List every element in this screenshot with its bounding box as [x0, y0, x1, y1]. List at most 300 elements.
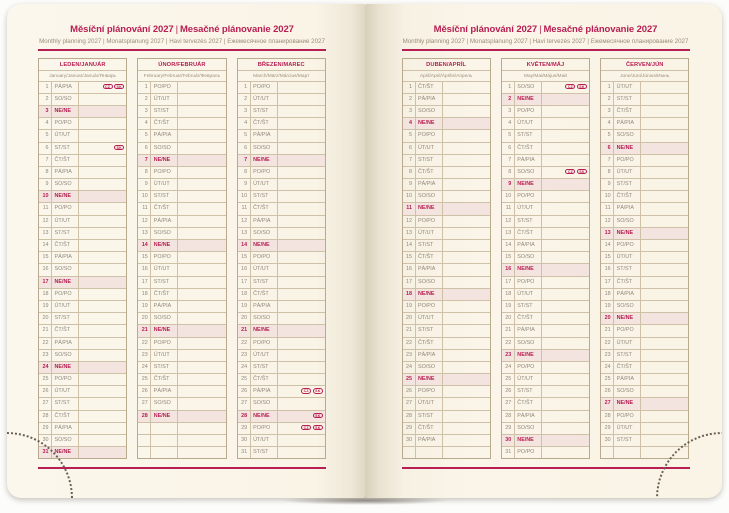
day-abbrev: ÚT/UT — [614, 252, 641, 263]
day-number: 26 — [403, 386, 416, 397]
notes-cell — [542, 240, 589, 251]
day-abbrev: SO/SO — [614, 216, 641, 227]
notes-cell — [641, 155, 688, 166]
day-abbrev: PÁ/PIA — [151, 216, 178, 227]
day-abbrev: PO/PO — [151, 338, 178, 349]
day-abbrev: NE/NE — [151, 325, 178, 336]
day-number: 8 — [138, 167, 151, 178]
day-number: 6 — [238, 143, 251, 154]
notes-cell — [542, 191, 589, 202]
day-abbrev: PÁ/PIA — [251, 216, 278, 227]
month-name: DUBEN/APRÍL — [426, 61, 467, 68]
notes-cell — [641, 216, 688, 227]
day-abbrev: ČT/ŠT — [151, 203, 178, 214]
day-number: 25 — [403, 374, 416, 385]
notes-cell — [178, 82, 225, 93]
day-number: 28 — [238, 411, 251, 422]
notes-cell — [641, 179, 688, 190]
notes-cell — [443, 203, 490, 214]
notes-cell — [641, 203, 688, 214]
notes-cell — [443, 106, 490, 117]
day-abbrev: ČT/ŠT — [614, 191, 641, 202]
day-abbrev: PÁ/PIA — [416, 94, 443, 105]
day-row — [601, 410, 688, 422]
day-row — [403, 117, 490, 129]
day-row — [39, 129, 126, 141]
day-abbrev: NE/NE — [416, 374, 443, 385]
notes-cell — [278, 338, 325, 349]
notes-cell — [178, 313, 225, 324]
day-row — [403, 239, 490, 251]
day-row — [238, 227, 325, 239]
header-rule — [38, 49, 326, 51]
holiday-badge-sk: SK — [313, 425, 323, 430]
day-row — [138, 251, 225, 263]
day-row — [138, 154, 225, 166]
notes-cell — [542, 289, 589, 300]
day-number: 12 — [138, 216, 151, 227]
notes-cell — [278, 301, 325, 312]
day-abbrev: PÁ/PIA — [151, 386, 178, 397]
notes-cell — [79, 106, 126, 117]
notes-cell — [542, 94, 589, 105]
day-abbrev: NE/NE — [515, 264, 542, 275]
notes-cell — [443, 325, 490, 336]
notes-cell — [641, 386, 688, 397]
day-row — [403, 312, 490, 324]
notes-cell — [278, 313, 325, 324]
day-abbrev: PO/PO — [515, 447, 542, 458]
day-abbrev: ÚT/UT — [52, 130, 79, 141]
notes-cell — [443, 216, 490, 227]
day-number: 19 — [238, 301, 251, 312]
day-number: 12 — [502, 216, 515, 227]
page-left-content — [38, 4, 326, 469]
notes-cell — [542, 398, 589, 409]
notes-cell — [178, 350, 225, 361]
day-abbrev: ÚT/UT — [52, 216, 79, 227]
day-number: 5 — [502, 130, 515, 141]
day-abbrev — [614, 447, 641, 458]
day-abbrev: PÁ/PIA — [416, 179, 443, 190]
notes-cell — [443, 398, 490, 409]
day-row — [238, 373, 325, 385]
day-number: 14 — [601, 240, 614, 251]
day-number: 8 — [601, 167, 614, 178]
notes-cell — [542, 374, 589, 385]
day-number: 2 — [238, 94, 251, 105]
day-number: 25 — [238, 374, 251, 385]
day-number: 13 — [238, 228, 251, 239]
day-number: 1 — [238, 82, 251, 93]
day-row — [39, 190, 126, 202]
day-number: 29 — [502, 423, 515, 434]
day-number: 12 — [39, 216, 52, 227]
day-row — [39, 434, 126, 446]
notes-cell — [542, 106, 589, 117]
day-abbrev: ČT/ŠT — [251, 289, 278, 300]
day-number: 12 — [601, 216, 614, 227]
day-abbrev: NE/NE — [515, 179, 542, 190]
day-abbrev: ÚT/UT — [251, 94, 278, 105]
day-number: 8 — [403, 167, 416, 178]
day-number: 10 — [601, 191, 614, 202]
day-number: 15 — [238, 252, 251, 263]
day-row — [403, 397, 490, 409]
day-number: 24 — [138, 362, 151, 373]
day-row — [502, 129, 589, 141]
day-row — [502, 349, 589, 361]
day-number — [138, 423, 151, 434]
day-abbrev: ÚT/UT — [614, 338, 641, 349]
day-abbrev: ST/ST — [614, 179, 641, 190]
day-row — [138, 300, 225, 312]
day-number: 30 — [403, 435, 416, 446]
day-row — [39, 239, 126, 251]
day-number: 1 — [403, 82, 416, 93]
notes-cell — [178, 423, 225, 434]
page-subtitle: Monthly planning 2027 | Monatsplanung 2027 | Havi tervezés 2027 | Ежемесячное планирование 2027 — [402, 38, 689, 45]
day-abbrev: ÚT/UT — [416, 313, 443, 324]
day-row — [601, 300, 688, 312]
day-number: 1 — [601, 82, 614, 93]
day-number: 7 — [601, 155, 614, 166]
day-abbrev: SO/SO — [52, 264, 79, 275]
day-row — [502, 300, 589, 312]
day-row — [39, 166, 126, 178]
day-number: 28 — [138, 411, 151, 422]
notes-cell — [79, 94, 126, 105]
day-number: 5 — [39, 130, 52, 141]
day-abbrev: ÚT/UT — [614, 82, 641, 93]
day-number: 13 — [39, 228, 52, 239]
notes-cell — [178, 325, 225, 336]
day-abbrev: PO/PO — [251, 82, 278, 93]
day-row — [403, 154, 490, 166]
day-abbrev: ÚT/UT — [151, 264, 178, 275]
notes-cell — [278, 216, 325, 227]
notes-cell — [79, 179, 126, 190]
day-number: 9 — [502, 179, 515, 190]
day-row — [138, 202, 225, 214]
day-row — [502, 337, 589, 349]
day-number: 3 — [138, 106, 151, 117]
day-abbrev: PO/PO — [251, 252, 278, 263]
notes-cell — [79, 313, 126, 324]
day-abbrev: NE/NE — [614, 228, 641, 239]
day-abbrev: ČT/ŠT — [614, 106, 641, 117]
day-number: 22 — [403, 338, 416, 349]
notes-cell — [178, 264, 225, 275]
day-row — [39, 410, 126, 422]
notes-cell — [178, 277, 225, 288]
day-row — [502, 105, 589, 117]
notes-cell — [79, 338, 126, 349]
day-abbrev: PO/PO — [251, 167, 278, 178]
day-row — [238, 312, 325, 324]
day-row — [601, 349, 688, 361]
day-abbrev: NE/NE — [416, 203, 443, 214]
day-abbrev: ST/ST — [52, 228, 79, 239]
notes-cell — [641, 167, 688, 178]
notes-cell — [542, 277, 589, 288]
day-abbrev: NE/NE — [251, 155, 278, 166]
day-abbrev: PO/PO — [416, 301, 443, 312]
notes-cell — [278, 203, 325, 214]
notes-cell — [443, 240, 490, 251]
notes-cell — [278, 82, 325, 93]
day-number — [138, 447, 151, 458]
notes-cell — [79, 289, 126, 300]
day-row — [403, 410, 490, 422]
day-abbrev: ST/ST — [251, 447, 278, 458]
day-row — [601, 276, 688, 288]
day-number: 7 — [238, 155, 251, 166]
month-name: KVĚTEN/MÁJ — [526, 61, 565, 68]
notes-cell — [79, 240, 126, 251]
day-row — [601, 117, 688, 129]
notes-cell — [178, 216, 225, 227]
notes-cell — [542, 155, 589, 166]
notes-cell — [542, 338, 589, 349]
holiday-badge-sk: SK — [577, 84, 587, 89]
day-row — [502, 117, 589, 129]
day-abbrev: NE/NE — [52, 277, 79, 288]
day-abbrev: NE/NE — [515, 435, 542, 446]
day-number: 16 — [502, 264, 515, 275]
month-name-intl: June/Juni/Június/Июнь — [601, 70, 688, 81]
day-abbrev — [151, 423, 178, 434]
day-row — [39, 288, 126, 300]
holiday-badge-sk: SK — [577, 169, 587, 174]
day-abbrev: PÁ/PIA — [52, 167, 79, 178]
notes-cell — [178, 289, 225, 300]
day-number: 27 — [502, 398, 515, 409]
day-number: 21 — [138, 325, 151, 336]
day-abbrev: PÁ/PIA — [52, 423, 79, 434]
notes-cell — [641, 374, 688, 385]
day-abbrev: ÚT/UT — [52, 301, 79, 312]
notes-cell — [278, 240, 325, 251]
notes-cell — [178, 179, 225, 190]
day-row — [39, 215, 126, 227]
months-grid-left — [38, 58, 326, 460]
day-row — [502, 288, 589, 300]
day-number: 28 — [502, 411, 515, 422]
day-number: 17 — [403, 277, 416, 288]
day-abbrev: SO/SO — [515, 167, 542, 178]
day-row — [138, 166, 225, 178]
day-row — [39, 263, 126, 275]
day-abbrev: PO/PO — [151, 252, 178, 263]
notes-cell — [542, 216, 589, 227]
day-row — [403, 190, 490, 202]
day-number: 2 — [403, 94, 416, 105]
day-number: 3 — [238, 106, 251, 117]
notes-cell — [278, 423, 325, 434]
day-number: 4 — [502, 118, 515, 129]
day-number: 27 — [39, 398, 52, 409]
day-number: 20 — [601, 313, 614, 324]
day-abbrev: ČT/ŠT — [515, 313, 542, 324]
day-number: 4 — [39, 118, 52, 129]
notes-cell — [178, 203, 225, 214]
day-number: 22 — [39, 338, 52, 349]
day-row — [138, 361, 225, 373]
notes-cell — [79, 264, 126, 275]
day-abbrev: PÁ/PIA — [515, 411, 542, 422]
day-row — [138, 276, 225, 288]
day-abbrev: SO/SO — [52, 94, 79, 105]
day-number: 6 — [601, 143, 614, 154]
notes-cell — [542, 362, 589, 373]
day-number: 24 — [39, 362, 52, 373]
day-abbrev: PO/PO — [614, 411, 641, 422]
day-abbrev: SO/SO — [251, 398, 278, 409]
day-row — [502, 178, 589, 190]
day-number: 1 — [138, 82, 151, 93]
title-separator: | — [539, 24, 542, 35]
day-number: 21 — [502, 325, 515, 336]
day-abbrev: SO/SO — [151, 398, 178, 409]
day-number: 17 — [502, 277, 515, 288]
notes-cell — [278, 447, 325, 458]
notes-cell — [443, 374, 490, 385]
day-number: 27 — [238, 398, 251, 409]
day-abbrev: ČT/ŠT — [515, 398, 542, 409]
day-abbrev — [416, 447, 443, 458]
day-row — [403, 373, 490, 385]
day-abbrev: ST/ST — [151, 277, 178, 288]
day-number — [403, 447, 416, 458]
day-row — [238, 117, 325, 129]
notes-cell — [443, 362, 490, 373]
day-row — [502, 202, 589, 214]
day-number: 23 — [238, 350, 251, 361]
day-row — [502, 166, 589, 178]
month-column-may — [501, 58, 590, 460]
day-abbrev: NE/NE — [416, 118, 443, 129]
day-row — [403, 142, 490, 154]
day-abbrev: ČT/ŠT — [52, 155, 79, 166]
notes-cell — [641, 411, 688, 422]
notes-cell — [641, 264, 688, 275]
day-abbrev: ST/ST — [614, 350, 641, 361]
notes-cell — [178, 118, 225, 129]
notes-cell — [178, 252, 225, 263]
day-row — [138, 239, 225, 251]
day-row — [138, 190, 225, 202]
day-row — [502, 227, 589, 239]
notes-cell — [178, 240, 225, 251]
day-abbrev: PO/PO — [416, 216, 443, 227]
day-row — [601, 251, 688, 263]
notes-cell — [79, 325, 126, 336]
day-row — [601, 397, 688, 409]
title-czech: Měsíční plánování 2027 — [433, 24, 538, 35]
day-number: 13 — [601, 228, 614, 239]
day-number: 15 — [138, 252, 151, 263]
notes-cell — [641, 423, 688, 434]
notes-cell — [641, 228, 688, 239]
notes-cell — [443, 155, 490, 166]
day-row — [502, 81, 589, 93]
day-number: 15 — [601, 252, 614, 263]
day-row — [238, 300, 325, 312]
day-abbrev: ÚT/UT — [614, 167, 641, 178]
notes-cell — [278, 386, 325, 397]
day-abbrev: ČT/ŠT — [251, 203, 278, 214]
day-number: 14 — [138, 240, 151, 251]
day-row — [403, 129, 490, 141]
day-number: 8 — [238, 167, 251, 178]
notes-cell — [542, 167, 589, 178]
day-row — [238, 434, 325, 446]
notes-cell — [443, 423, 490, 434]
notes-cell — [542, 82, 589, 93]
day-abbrev: ST/ST — [151, 362, 178, 373]
day-abbrev: SO/SO — [416, 277, 443, 288]
day-row — [601, 263, 688, 275]
page-right — [365, 4, 723, 498]
notes-cell — [79, 447, 126, 458]
day-row — [39, 276, 126, 288]
day-row — [601, 239, 688, 251]
day-number: 28 — [39, 411, 52, 422]
day-abbrev: PO/PO — [416, 130, 443, 141]
notes-cell — [278, 191, 325, 202]
day-abbrev: PO/PO — [151, 167, 178, 178]
day-abbrev — [151, 447, 178, 458]
notes-cell — [641, 277, 688, 288]
day-number: 26 — [502, 386, 515, 397]
day-abbrev: SO/SO — [515, 338, 542, 349]
day-number: 19 — [601, 301, 614, 312]
blank-row — [138, 422, 225, 434]
title-separator: | — [175, 24, 178, 35]
day-abbrev: NE/NE — [151, 411, 178, 422]
day-number: 30 — [238, 435, 251, 446]
day-number: 25 — [601, 374, 614, 385]
day-row — [238, 422, 325, 434]
day-number: 12 — [238, 216, 251, 227]
day-row — [138, 263, 225, 275]
day-row — [138, 93, 225, 105]
day-number: 6 — [39, 143, 52, 154]
day-row — [238, 178, 325, 190]
day-abbrev: NE/NE — [52, 447, 79, 458]
notes-cell — [79, 167, 126, 178]
day-row — [138, 312, 225, 324]
notes-cell — [79, 203, 126, 214]
day-abbrev: ST/ST — [515, 301, 542, 312]
day-abbrev: PO/PO — [416, 386, 443, 397]
notes-cell — [641, 252, 688, 263]
day-number: 31 — [502, 447, 515, 458]
day-abbrev: SO/SO — [416, 362, 443, 373]
day-abbrev: ÚT/UT — [416, 398, 443, 409]
notes-cell — [641, 338, 688, 349]
day-row — [39, 117, 126, 129]
notes-cell — [79, 228, 126, 239]
day-number: 29 — [403, 423, 416, 434]
day-number: 9 — [39, 179, 52, 190]
day-abbrev: ČT/ŠT — [52, 240, 79, 251]
month-name: LEDEN/JANUÁR — [59, 61, 106, 68]
notes-cell — [443, 143, 490, 154]
day-row — [138, 129, 225, 141]
holiday-badge-sk: SK — [313, 413, 323, 418]
